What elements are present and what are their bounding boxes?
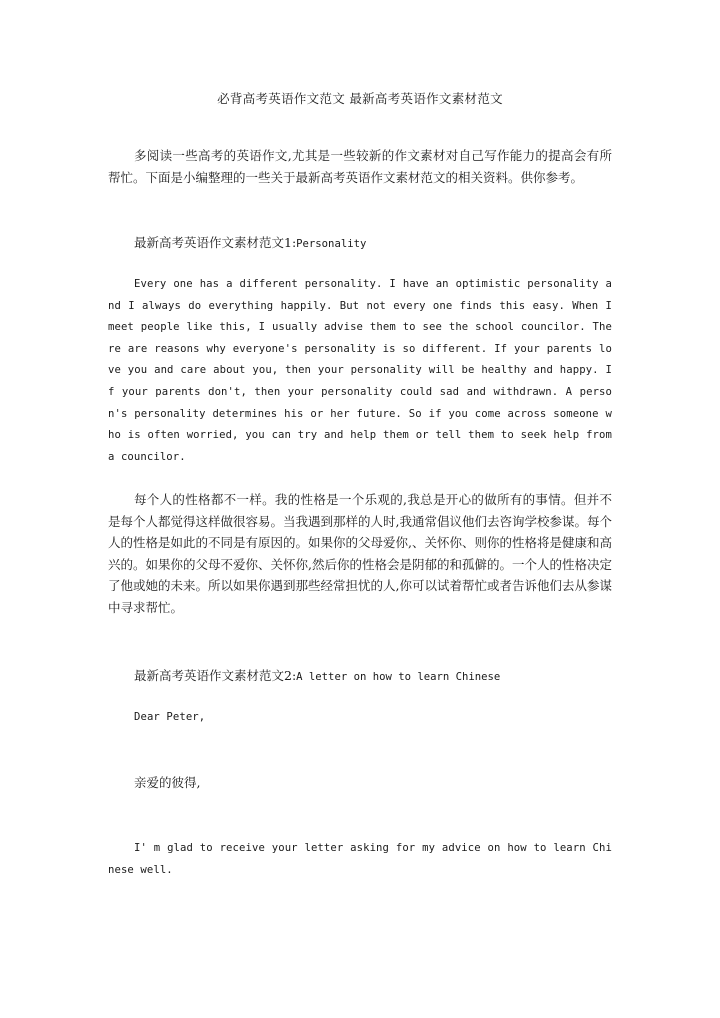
intro-paragraph: 多阅读一些高考的英语作文,尤其是一些较新的作文素材对自己写作能力的提高会有所帮忙。下面是小编整理的一些关于最新高考英语作文素材范文的相关资料。供你参考。 <box>108 148 612 185</box>
section1-heading <box>134 233 366 251</box>
section1-chinese-paragraph: 每个人的性格都不一样。我的性格是一个乐观的,我总是开心的做所有的事情。但并不是每个人都觉得这样做很容易。当我遇到那样的人时,我通常倡议他们去咨询学校参谋。每个人的性格是如此的不同是有原因的。如果你的父母爱你,、关怀你、则你的性格将是健康和高兴的。如果你的父母不爱你、关怀你,然后你的性格会是阴郁的和孤僻的。一个人的性格决定了他或她的未来。所以如果你遇到那些经常担忧的人,你可以试着帮忙或者告诉他们去从参谋中寻求帮忙。 <box>108 492 612 615</box>
section2-heading-en: A letter on how to learn Chinese <box>296 671 501 683</box>
document-title: 必背高考英语作文范文 最新高考英语作文素材范文 <box>217 91 503 106</box>
section1-heading-en: Personality <box>296 238 367 250</box>
letter-greeting-cn: 亲爱的彼得, <box>134 775 201 790</box>
letter-greeting-en: Dear Peter, <box>134 711 206 723</box>
section2-heading <box>134 666 500 684</box>
section1-english-paragraph: Every one has a different personality. I have an optimistic personality and I always do everything happily. But not every one finds this easy. When I meet people like this, I usually advise them to see the school councilor. There are reasons why everyone's personality is so different. If your parents love you and care about you, then your personality will be healthy and happy. If your parents don't, then your personality could sad and withdrawn. A person's personality determines his or her future. So if you come across someone who is often worried, you can try and help them or tell them to seek help from a councilor. <box>108 278 612 463</box>
letter-body-en: I' m glad to receive your letter asking for my advice on how to learn Chinese well. <box>108 842 612 876</box>
section2-heading-cn: 最新高考英语作文素材范文2: <box>134 668 297 683</box>
section1-heading-cn: 最新高考英语作文素材范文1: <box>134 235 297 250</box>
